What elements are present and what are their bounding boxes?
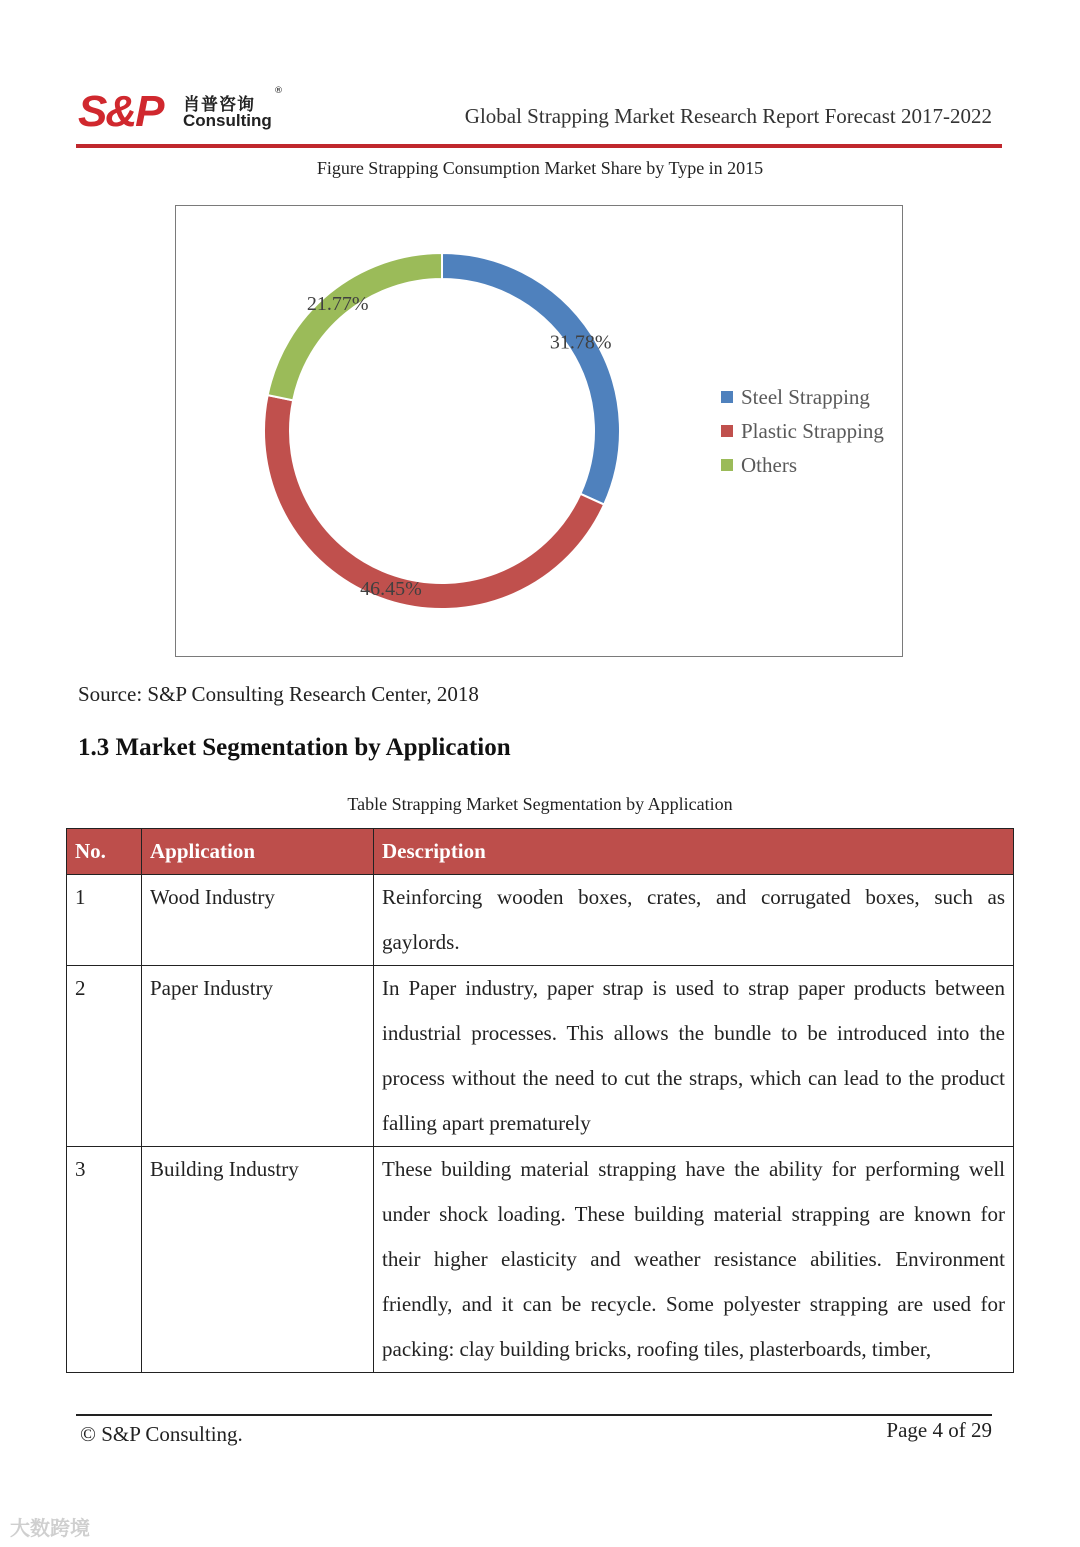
figure-source: Source: S&P Consulting Research Center, 2018 [78, 682, 479, 706]
row-description: In Paper industry, paper strap is used to strap paper products between industrial processes. This allows the bundle to be introduced into the process without the need to cut the straps, which can lead to the product falling apart prematurely [374, 966, 1014, 1147]
table-caption: Table Strapping Market Segmentation by Application [347, 794, 733, 814]
donut-data-label: 31.78% [549, 331, 612, 354]
legend-label: Steel Strapping [741, 385, 870, 409]
row-description: These building material strapping have the ability for performing well under shock loading. These building material strapping are known for their higher elasticity and weather resistance abilities. Environment friendly, and it can be recycle. Some polyester strapping are used for packing: clay building bricks, roofing tiles, plasterboards, timber, [374, 1147, 1014, 1373]
application-table [66, 828, 1014, 1373]
logo-consulting-text: Consulting [183, 111, 272, 130]
footer-page-number: Page 4 of 29 [886, 1418, 992, 1442]
row-application: Wood Industry [142, 875, 374, 966]
row-application: Building Industry [142, 1147, 374, 1373]
legend-label: Others [741, 453, 797, 477]
figure-caption: Figure Strapping Consumption Market Share by Type in 2015 [316, 158, 764, 178]
footer-divider [76, 1414, 992, 1416]
logo-sp-mark: S&P [78, 87, 163, 136]
table-row [67, 875, 1014, 966]
header-application: Application [142, 829, 374, 875]
row-number: 3 [67, 1147, 142, 1373]
company-logo [78, 86, 288, 136]
table-header-row [67, 829, 1014, 875]
legend-swatch [721, 459, 733, 471]
row-application: Paper Industry [142, 966, 374, 1147]
legend-swatch [721, 425, 733, 437]
logo-chinese-name: 肖普咨询 [183, 95, 255, 115]
table-row [67, 966, 1014, 1147]
footer-copyright: © S&P Consulting. [80, 1422, 243, 1446]
donut-slice-plastic-strapping [264, 395, 604, 609]
header-no: No. [67, 829, 142, 875]
header-divider [76, 144, 1002, 148]
donut-data-label: 21.77% [306, 293, 369, 316]
row-description: Reinforcing wooden boxes, crates, and corrugated boxes, such as gaylords. [374, 875, 1014, 966]
header-description: Description [374, 829, 1014, 875]
donut-chart [175, 205, 903, 657]
donut-slice-steel-strapping [442, 253, 620, 505]
table-row [67, 1147, 1014, 1373]
row-number: 2 [67, 966, 142, 1147]
donut-slice-others [268, 253, 442, 400]
section-heading: 1.3 Market Segmentation by Application [78, 734, 511, 761]
report-title: Global Strapping Market Research Report Forecast 2017-2022 [464, 104, 992, 128]
donut-data-label: 46.45% [360, 577, 422, 600]
row-number: 1 [67, 875, 142, 966]
legend-label: Plastic Strapping [741, 419, 884, 443]
logo-registered-mark: ® [274, 86, 283, 96]
legend-swatch [721, 391, 733, 403]
watermark: 大数跨境 [10, 1516, 90, 1540]
